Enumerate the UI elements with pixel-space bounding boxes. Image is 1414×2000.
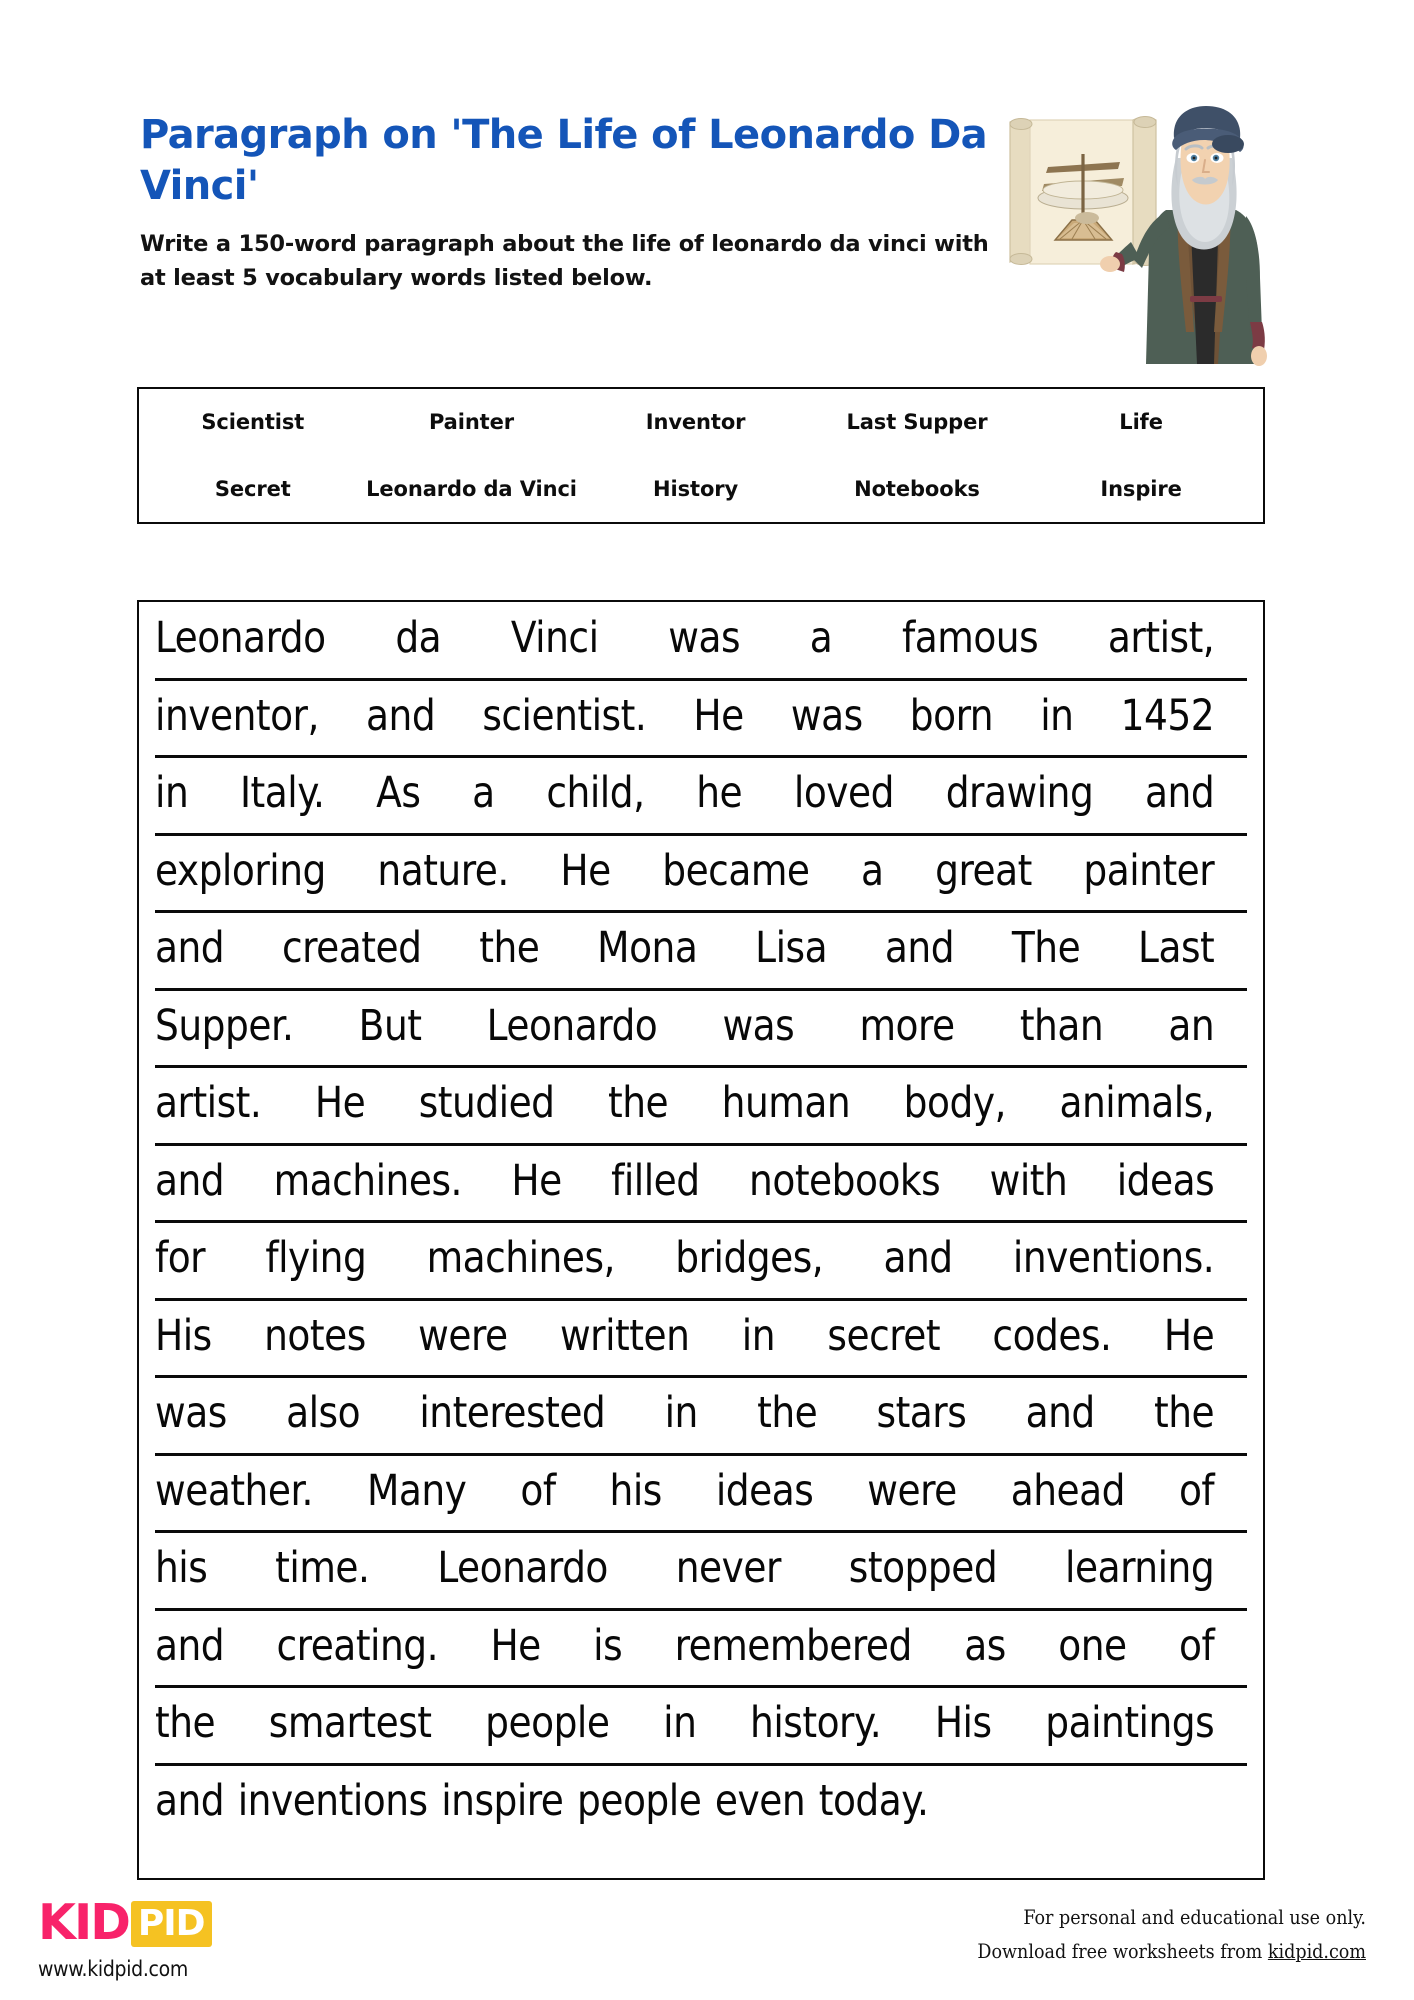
instructions-text: Write a 150-word paragraph about the life of leonardo da vinci with at least 5 vocabulary words listed below. — [140, 231, 989, 291]
paragraph-word: people — [577, 1775, 702, 1826]
paragraph-word: his — [155, 1543, 208, 1593]
paragraph-word: drawing — [945, 768, 1094, 818]
paragraph-word: scientist. — [482, 690, 647, 741]
paragraph-word: created — [281, 923, 422, 973]
paragraph-word: Leonardo — [155, 613, 326, 663]
usage-notice-prefix: Download free worksheets from — [977, 1940, 1268, 1964]
paragraph-word: Last — [1138, 923, 1215, 973]
page-title: Paragraph on 'The Life of Leonardo Da Vinci' — [140, 112, 988, 210]
paragraph-word: da — [395, 613, 442, 663]
paragraph-word: creating. — [276, 1620, 439, 1671]
paragraph-word: child, — [546, 768, 645, 818]
writing-rule-line — [155, 1608, 1247, 1611]
paragraph-word: is — [593, 1620, 623, 1671]
paragraph-word: Vinci — [510, 613, 599, 663]
paragraph-line-text — [155, 690, 1215, 741]
paragraph-line-text — [155, 1465, 1215, 1516]
paragraph-word: born — [909, 690, 994, 741]
paragraph-word: He — [693, 690, 744, 741]
paragraph-word: one — [1058, 1620, 1127, 1671]
paragraph-word: a — [472, 768, 495, 818]
paragraph-word: His — [155, 1310, 212, 1361]
paragraph-word: Italy. — [239, 768, 325, 818]
kidpid-link[interactable]: kidpid.com — [1267, 1940, 1366, 1964]
paragraph-word: time. — [275, 1543, 370, 1593]
paragraph-word: painter — [1083, 845, 1215, 896]
paragraph-word: smartest — [268, 1698, 432, 1748]
paragraph-word: He — [1163, 1310, 1215, 1361]
paragraph-line-text — [155, 768, 1215, 818]
paragraph-word: inventions. — [1012, 1233, 1215, 1283]
paragraph-word: in — [155, 768, 189, 818]
paragraph-word: the — [1154, 1388, 1215, 1438]
paragraph-line-text — [155, 613, 1215, 663]
paragraph-word: Many — [366, 1465, 467, 1516]
paragraph-line-text — [155, 1000, 1215, 1051]
paragraph-word: weather. — [155, 1465, 314, 1516]
paragraph-line — [155, 1698, 1247, 1779]
paragraph-word: ideas — [1116, 1155, 1215, 1206]
vocabulary-row — [161, 389, 1241, 456]
paragraph-word: and — [155, 923, 225, 973]
paragraph-word: bridges, — [675, 1233, 824, 1283]
paragraph-word: the — [479, 923, 540, 973]
vocabulary-word: Life — [1119, 410, 1163, 435]
paragraph-line — [155, 923, 1247, 1004]
paragraph-word: and — [883, 1233, 953, 1283]
paragraph-word: of — [520, 1465, 556, 1516]
paragraph-word: today. — [818, 1775, 929, 1826]
vocabulary-word: Leonardo da Vinci — [366, 476, 577, 501]
paragraph-word: ahead — [1010, 1465, 1125, 1516]
logo-pid-text: PID — [131, 1901, 212, 1947]
paragraph-word: stopped — [848, 1543, 998, 1593]
paragraph-word: body, — [903, 1078, 1006, 1128]
paragraph-word: never — [675, 1543, 781, 1593]
paragraph-word: learning — [1065, 1543, 1215, 1593]
paragraph-word: of — [1178, 1465, 1215, 1516]
paragraph-word: Leonardo — [486, 1000, 658, 1051]
paragraph-line-text — [155, 1233, 1215, 1283]
paragraph-word: and — [884, 923, 955, 973]
paragraph-word: was — [668, 613, 741, 663]
paragraph-word: paintings — [1045, 1698, 1215, 1748]
paragraph-line-text — [155, 1388, 1215, 1438]
writing-rule-line — [155, 678, 1247, 681]
usage-notice-line2 — [977, 1935, 1366, 1969]
paragraph-line — [155, 613, 1247, 694]
paragraph-word: was — [722, 1000, 795, 1051]
paragraph-word: He — [314, 1078, 366, 1128]
writing-rule-line — [155, 1453, 1247, 1456]
paragraph-line-text — [155, 1310, 1215, 1361]
paragraph-word: Leonardo — [437, 1543, 608, 1593]
paragraph-word: great — [935, 845, 1032, 896]
paragraph-word: As — [376, 768, 421, 818]
paragraph-word: animals, — [1059, 1078, 1215, 1128]
writing-rule-line — [155, 1685, 1247, 1688]
logo-kid-text: KID — [38, 1894, 129, 1951]
writing-rule-line — [155, 1143, 1247, 1146]
paragraph-line — [155, 1620, 1247, 1702]
writing-rule-line — [155, 1220, 1247, 1223]
paragraph-word: notes — [264, 1310, 366, 1361]
paragraph-word: secret — [827, 1310, 941, 1361]
leonardo-da-vinci-illustration — [1000, 92, 1300, 372]
paragraph-word: Supper. — [155, 1000, 294, 1051]
paragraph-word: a — [809, 613, 833, 663]
writing-rule-line — [155, 1298, 1247, 1301]
paragraph-line-text — [155, 1543, 1215, 1593]
paragraph-word: studied — [418, 1078, 555, 1128]
paragraph-word: interested — [419, 1388, 606, 1438]
paragraph-word: in — [663, 1698, 697, 1748]
paragraph-line-text — [155, 1698, 1215, 1748]
paragraph-line — [155, 1000, 1247, 1082]
writing-rule-line — [155, 833, 1247, 836]
paragraph-word: human — [721, 1078, 851, 1128]
paragraph-word: inventor, — [155, 690, 319, 741]
writing-rule-line — [155, 910, 1247, 913]
paragraph-word: and — [1025, 1388, 1095, 1438]
answer-paragraph-box[interactable] — [137, 600, 1265, 1880]
paragraph-word: The — [1011, 923, 1081, 973]
paragraph-word: and — [366, 690, 436, 741]
paragraph-word: his — [609, 1465, 662, 1516]
vocabulary-word: Inventor — [645, 410, 746, 435]
paragraph-line — [155, 1078, 1247, 1159]
paragraph-line — [155, 1388, 1247, 1469]
writing-rule-line — [155, 1065, 1247, 1068]
paragraph-word: in — [741, 1310, 776, 1361]
paragraph-word: filled — [611, 1155, 700, 1206]
paragraph-word: people — [485, 1698, 610, 1748]
paragraph-word: the — [155, 1698, 216, 1748]
paragraph-word: than — [1019, 1000, 1104, 1051]
paragraph-word: for — [155, 1233, 206, 1283]
paragraph-word: remembered — [674, 1620, 912, 1671]
paragraph-word: artist, — [1107, 613, 1215, 663]
paragraph-line-text — [155, 1620, 1215, 1671]
paragraph-line — [155, 1310, 1247, 1392]
scroll-drawing-icon — [1010, 117, 1156, 266]
vocabulary-word: Secret — [214, 476, 291, 501]
paragraph-word: and — [1145, 768, 1215, 818]
paragraph-word: with — [989, 1155, 1068, 1206]
paragraph-word: inventions — [237, 1775, 428, 1826]
paragraph-word: he — [696, 768, 743, 818]
paragraph-word: inspire — [441, 1775, 564, 1826]
paragraph-word: and — [155, 1775, 225, 1826]
logo-website-url: www.kidpid.com — [38, 1957, 189, 1981]
paragraph-word: even — [714, 1775, 806, 1826]
paragraph-word: were — [418, 1310, 508, 1361]
usage-notice — [977, 1901, 1366, 1969]
paragraph-line — [155, 1543, 1247, 1624]
paragraph-word: loved — [793, 768, 894, 818]
paragraph-line — [155, 1775, 1247, 1857]
paragraph-word: nature. — [377, 845, 509, 896]
kidpid-logo — [38, 1895, 212, 1981]
writing-rule-line — [155, 1530, 1247, 1533]
paragraph-word: He — [511, 1155, 562, 1206]
paragraph-word: more — [859, 1000, 955, 1051]
paragraph-word: and — [155, 1620, 225, 1671]
paragraph-line — [155, 690, 1247, 772]
paragraph-word: ideas — [715, 1465, 814, 1516]
paragraph-word: in — [1040, 690, 1074, 741]
paragraph-word: artist. — [155, 1078, 262, 1128]
worksheet-header — [140, 110, 1040, 295]
paragraph-line-text — [155, 1155, 1215, 1206]
paragraph-word: His — [934, 1698, 992, 1748]
paragraph-word: Lisa — [755, 923, 828, 973]
writing-rule-line — [155, 988, 1247, 991]
paragraph-line-text — [155, 845, 1215, 896]
paragraph-word: and — [155, 1155, 225, 1206]
paragraph-word: became — [662, 845, 810, 896]
paragraph-word: were — [867, 1465, 957, 1516]
vocabulary-word-bank — [137, 387, 1265, 524]
page-footer — [0, 1895, 1414, 2000]
paragraph-line — [155, 1465, 1247, 1547]
paragraph-word: machines, — [426, 1233, 615, 1283]
paragraph-word: as — [964, 1620, 1006, 1671]
paragraph-word: of — [1179, 1620, 1215, 1671]
writing-rule-line — [155, 1763, 1247, 1766]
paragraph-word: He — [490, 1620, 541, 1671]
paragraph-word: history. — [750, 1698, 882, 1748]
paragraph-line — [155, 768, 1247, 849]
paragraph-word: machines. — [273, 1155, 462, 1206]
paragraph-word: an — [1168, 1000, 1215, 1051]
vocabulary-word: Inspire — [1100, 476, 1182, 501]
paragraph-word: was — [790, 690, 863, 741]
vocabulary-word: History — [653, 476, 739, 501]
paragraph-word: the — [757, 1388, 818, 1438]
vocabulary-word: Notebooks — [854, 476, 980, 501]
paragraph-word: stars — [876, 1388, 967, 1438]
paragraph-word: He — [560, 845, 611, 896]
paragraph-word: was — [155, 1388, 227, 1438]
vocabulary-word: Last Supper — [846, 410, 988, 435]
vocabulary-word: Painter — [428, 410, 515, 435]
paragraph-word: flying — [265, 1233, 367, 1283]
usage-notice-line1: For personal and educational use only. — [1023, 1906, 1366, 1929]
paragraph-line-text — [155, 1078, 1215, 1128]
writing-rule-line — [155, 1375, 1247, 1378]
paragraph-word: But — [358, 1000, 422, 1051]
paragraph-line-text — [155, 923, 1215, 973]
paragraph-word: also — [286, 1388, 361, 1438]
paragraph-word: in — [664, 1388, 698, 1438]
paragraph-word: notebooks — [749, 1155, 941, 1206]
paragraph-word: Mona — [597, 923, 698, 973]
paragraph-line — [155, 1155, 1247, 1237]
paragraph-word: the — [608, 1078, 669, 1128]
paragraph-word: 1452 — [1120, 690, 1215, 741]
vocabulary-row — [161, 456, 1241, 523]
paragraph-line — [155, 1233, 1247, 1314]
paragraph-word: exploring — [155, 845, 326, 896]
writing-rule-line — [155, 755, 1247, 758]
paragraph-word: famous — [902, 613, 1039, 663]
vocabulary-word: Scientist — [201, 410, 305, 435]
paragraph-word: codes. — [992, 1310, 1112, 1361]
paragraph-line-text — [155, 1775, 1214, 1826]
paragraph-word: a — [861, 845, 884, 896]
paragraph-line — [155, 845, 1247, 927]
paragraph-word: written — [559, 1310, 690, 1361]
